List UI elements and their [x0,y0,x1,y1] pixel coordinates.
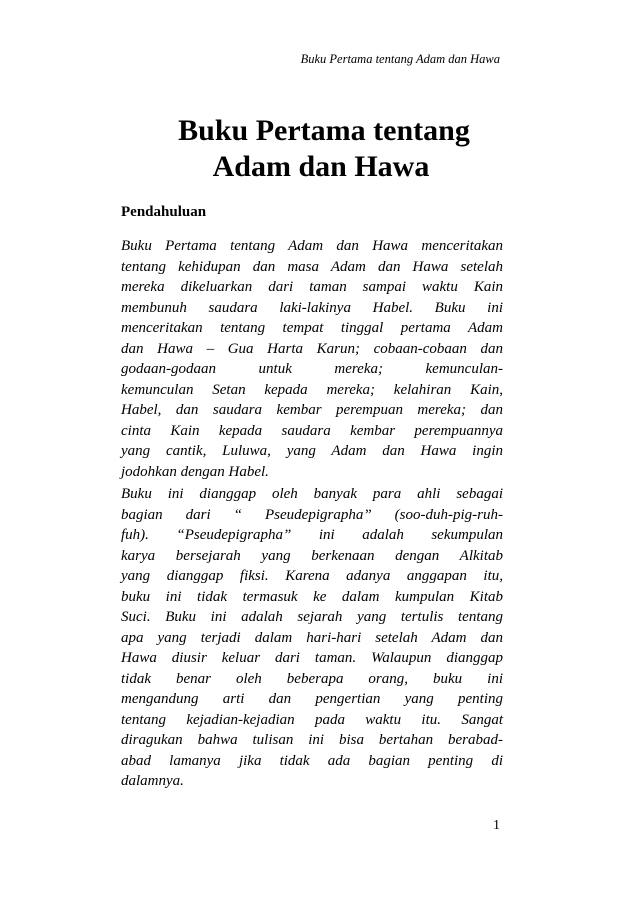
text-line: cinta Kain kepada saudara kembar perempuannya [121,422,503,439]
text-line: mereka dikeluarkan dari taman sampai waktu Kain [121,279,503,295]
text-line: jodohkan dengan Habel. [121,463,269,480]
text-line: membunuh saudara laki-lakinya Habel. Buku ini [121,299,503,316]
running-header: Buku Pertama tentang Adam dan Hawa [300,52,500,66]
text-line: dalamnya. [121,773,184,789]
page-title [0,113,638,185]
text-line: yang dianggap fiksi. Karena adanya anggapan itu, [121,568,503,584]
text-line: abad lamanya jika tidak ada bagian penting di [121,752,503,769]
text-line: karya bersejarah yang berkenaan dengan Alkitab [121,547,503,564]
text-line: menceritakan tentang tempat tinggal pertama Adam [121,320,503,336]
text-line: Buku Pertama tentang Adam dan Hawa menceritakan [121,238,503,254]
text-line: yang cantik, Luluwa, yang Adam dan Hawa ingin [121,443,503,459]
text-line: diragukan bahwa tulisan ini bisa bertahan berabad- [121,732,503,748]
text-line: bagian dari “ Pseudepigrapha” (soo-duh-pig-ruh- [121,506,503,523]
text-line: tentang kejadian-kejadian pada waktu itu. Sangat [121,711,503,728]
text-line: dan Hawa – Gua Harta Karun; cobaan-cobaan dan [121,340,503,357]
text-line: Habel, dan saudara kembar perempuan mereka; dan [121,402,503,418]
title-line-1: Buku Pertama tentang [178,114,470,147]
text-line: apa yang terjadi dalam hari-hari setelah Adam dan [121,629,503,646]
title-line-2: Adam dan Hawa [212,150,430,183]
page-number: 1 [493,818,500,833]
text-line: fuh). “Pseudepigrapha” ini adalah sekumpulan [121,527,503,543]
intro-paragraph-2 [121,484,503,792]
text-line: Hawa diusir keluar dari taman. Walaupun dianggap [121,650,503,666]
text-line: mengandung arti dan pengertian yang penting [121,691,503,707]
intro-paragraph-1 [121,236,503,482]
text-line: godaan-godaan untuk mereka; kemunculan- [121,361,503,377]
text-line: kemunculan Setan kepada mereka; kelahiran Kain, [121,381,503,398]
section-heading: Pendahuluan [121,204,207,220]
text-line: Suci. Buku ini adalah sejarah yang tertulis tentang [121,609,503,625]
text-line: tidak benar oleh beberapa orang, buku ini [121,670,503,687]
text-line: buku ini tidak termasuk ke dalam kumpulan Kitab [121,588,503,605]
text-line: Buku ini dianggap oleh banyak para ahli sebagai [121,486,503,502]
text-line: tentang kehidupan dan masa Adam dan Hawa setelah [121,258,503,275]
